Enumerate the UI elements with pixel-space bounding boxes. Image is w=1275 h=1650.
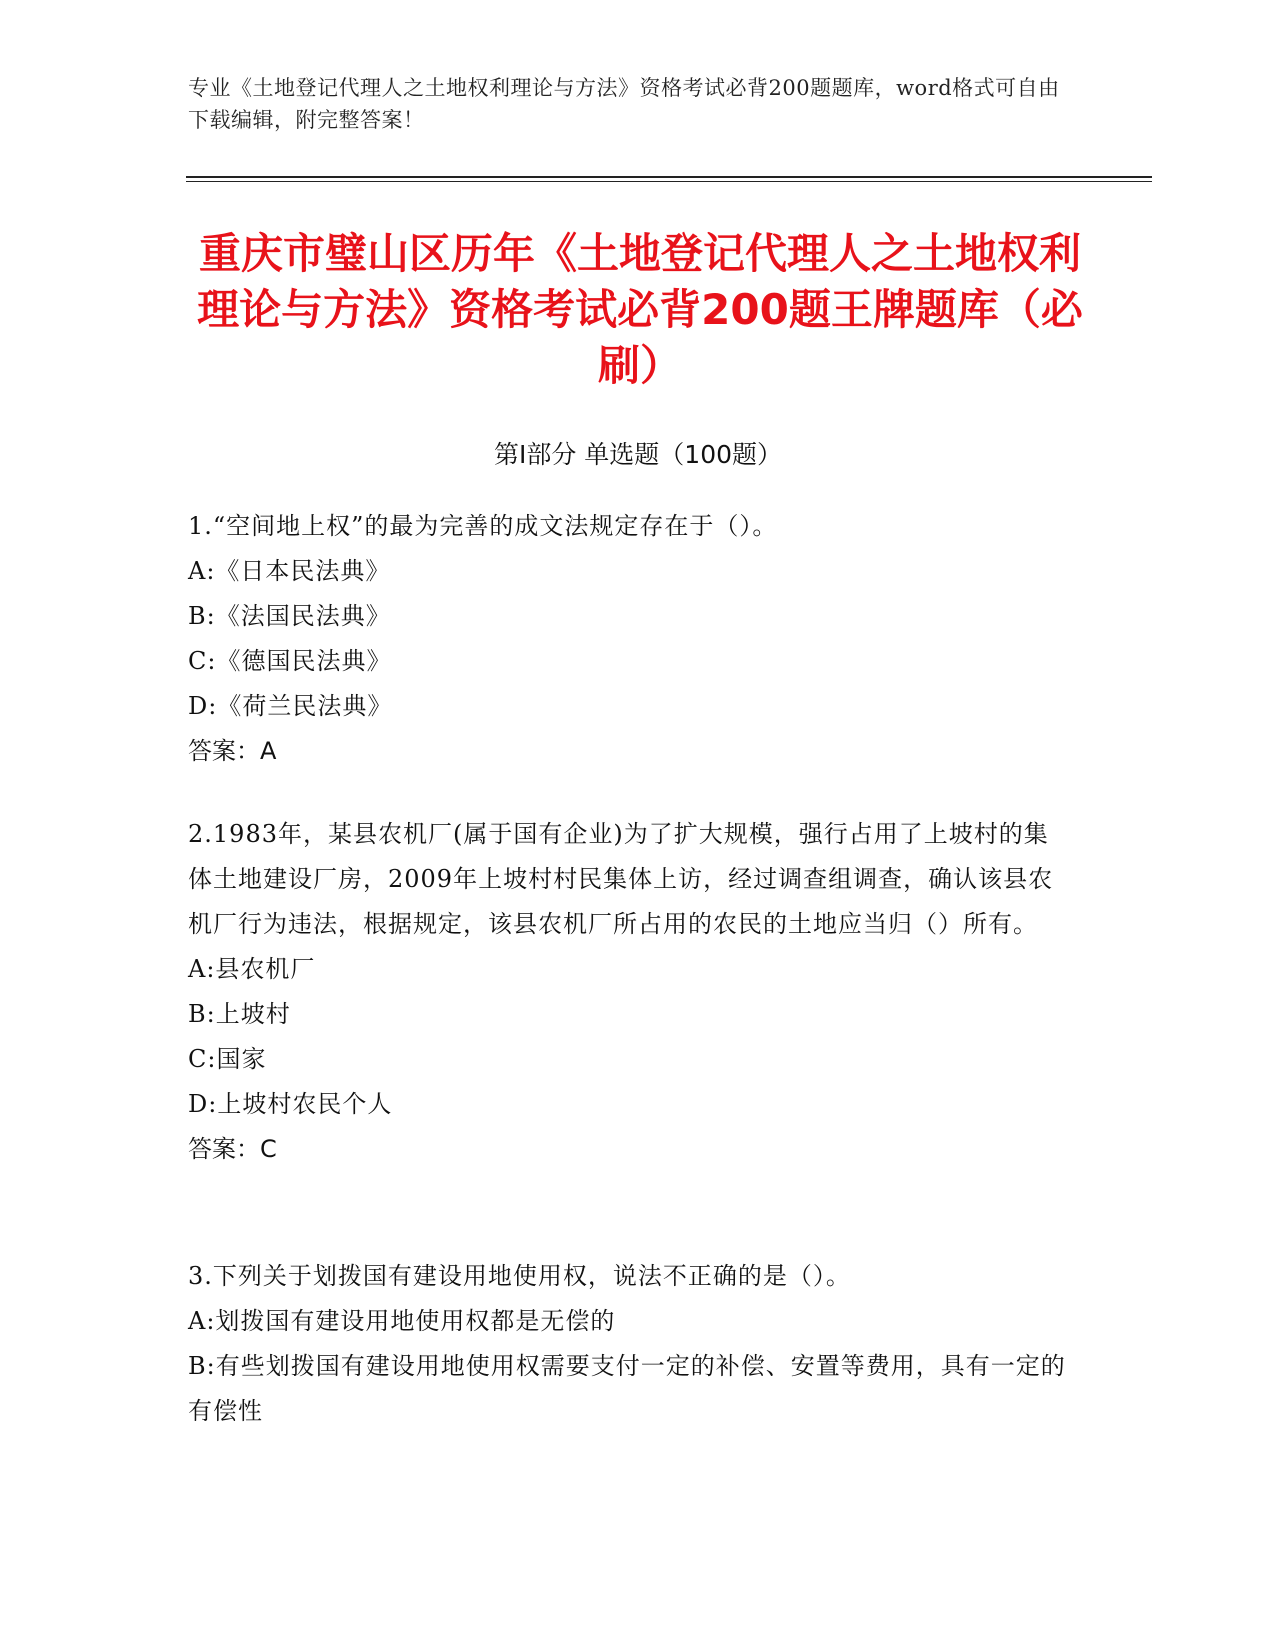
question-text: 3.下列关于划拨国有建设用地使用权，说法不正确的是（）。 [188, 1262, 851, 1290]
answer: 答案：C [188, 1135, 277, 1163]
option-b: B:上坡村 [188, 1000, 291, 1028]
header-note: 专业《土地登记代理人之土地权利理论与方法》资格考试必背200题题库，word格式可自由下载编辑，附完整答案！ [188, 76, 1060, 132]
option-b: B:有些划拨国有建设用地使用权需要支付一定的补偿、安置等费用，具有一定的有偿性 [188, 1352, 1066, 1425]
question-text: 2.1983年，某县农机厂(属于国有企业)为了扩大规模，强行占用了上坡村的集体土地建设厂房，2009年上坡村村民集体上访，经过调查组调查，确认该县农机厂行为违法，根据规定，该县农机厂所占用的农民的土地应当归（）所有。 [188, 820, 1054, 938]
document-title: 重庆市璧山区历年《土地登记代理人之土地权利理论与方法》资格考试必背200题王牌题库（必刷） [197, 229, 1083, 390]
header-divider-thin [186, 181, 1152, 182]
question-3 [188, 1254, 1068, 1434]
option-a: A:《日本民法典》 [188, 557, 391, 585]
question-text: 1.“空间地上权”的最为完善的成文法规定存在于（）。 [188, 512, 778, 540]
option-d: D:上坡村农民个人 [188, 1090, 393, 1118]
question-1 [188, 504, 1068, 774]
option-d: D:《荷兰民法典》 [188, 692, 393, 720]
option-b: B:《法国民法典》 [188, 602, 391, 630]
option-a: A:县农机厂 [188, 955, 316, 983]
option-c: C:《德国民法典》 [188, 647, 392, 675]
option-c: C:国家 [188, 1045, 267, 1073]
answer: 答案：A [188, 737, 277, 765]
section-heading: 第Ⅰ部分 单选题（100题） [493, 440, 783, 469]
question-2 [188, 812, 1068, 1172]
header-divider-thick [186, 176, 1152, 178]
option-a: A:划拨国有建设用地使用权都是无偿的 [188, 1307, 616, 1335]
